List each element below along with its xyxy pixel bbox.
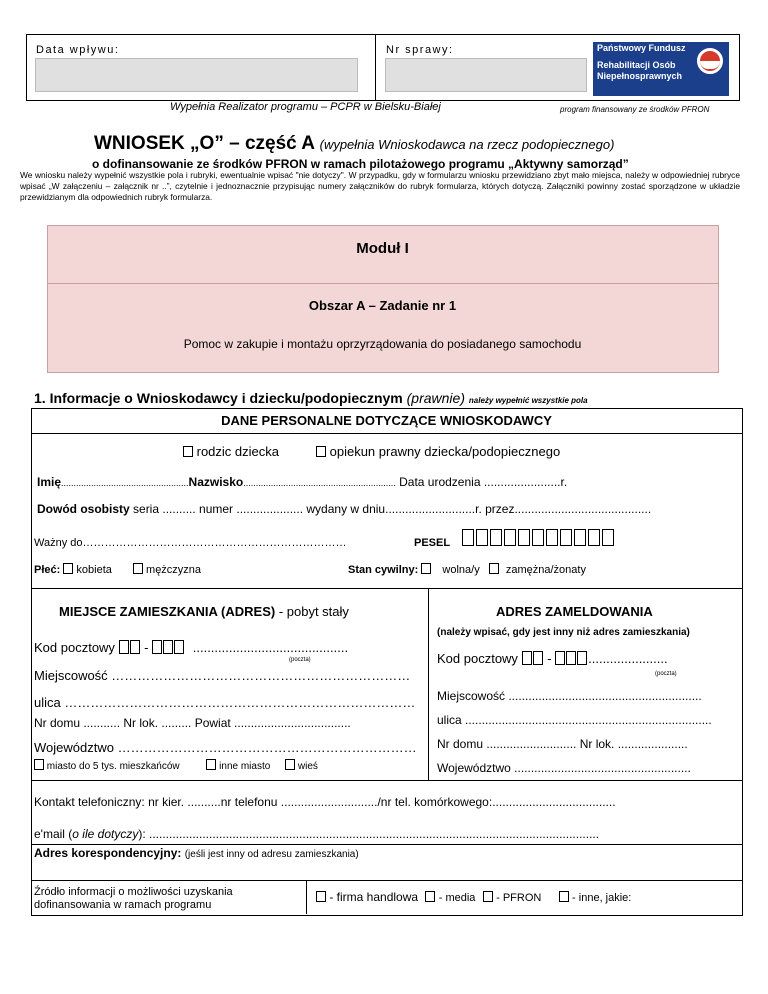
data-wplywu-field[interactable] [35,58,358,92]
koresp-row[interactable]: Adres korespondencyjny: (jeśli jest inny od adresu zamieszkania) [34,846,359,860]
checkbox-icon [483,891,493,902]
table-title: DANE PERSONALNE DOTYCZĄCE WNIOSKODAWCY [221,413,552,428]
module-title: Moduł I [356,240,409,257]
data-wplywu-label: Data wpływu: [36,44,120,56]
checkbox-icon [316,446,326,457]
phone-row[interactable]: Kontakt telefoniczny: nr kier. ..........nr telefonu ............................./nr tel. komórkowego:..................................... [34,795,616,809]
kod-pocztowy-right[interactable]: Kod pocztowy - ...................... [437,651,668,666]
source-options[interactable]: - firma handlowa - media - PFRON - inne, jakie: [316,890,631,904]
checkbox-icon [489,563,499,574]
section-heading: 1. Informacje o Wnioskodawcy i dziecku/podopiecznym (prawnie) należy wypełnić wszystkie pola [34,390,588,406]
stan-row[interactable]: Stan cywilny: wolna/y zamężna/żonaty [348,564,586,576]
page-subtitle: o dofinansowanie ze środków PFRON w ramach pilotażowego programu „Aktywny samorząd” [92,157,629,171]
pesel-boxes[interactable] [462,529,616,546]
email-row[interactable]: e'mail (o ile dotyczy): ....................................................................................................................................... [34,827,600,841]
nr-domu-left[interactable]: Nr domu ........... Nr lok. ......... Powiat ................................... [34,716,351,730]
locality-type[interactable]: miasto do 5 tys. mieszkańców inne miasto wieś [34,759,318,772]
nr-domu-right[interactable]: Nr domu ........................... Nr lok. ..................... [437,737,688,751]
pesel-label: PESEL [414,537,451,549]
nr-sprawy-field[interactable] [385,58,587,92]
kod-pocztowy-left[interactable]: Kod pocztowy - ........................................... [34,640,349,655]
miejscowosc-left[interactable]: Miejscowość …………………………………………………………… [34,668,411,683]
checkbox-icon [206,759,216,770]
id-row[interactable]: Dowód osobisty seria .......... numer .................... wydany w dniu...........................r. przez......................................... [37,502,652,516]
task-title: Pomoc w zakupie i montażu oprzyrządowania do posiadanego samochodu [183,337,582,351]
checkbox-icon [421,563,431,574]
page-title: WNIOSEK „O” – część A (wypełnia Wnioskodawca na rzecz podopiecznego) [94,133,615,154]
instruction-note: We wniosku należy wypełnić wszystkie pola i rubryki, ewentualnie wpisać "nie dotyczy". W przypadku, gdy w formularzu wniosku przewidziano zbyt mało miejsca, należy w odpowiedniej rubryce wpisać „W załączeniu – załącznik nr ..”, czytelnie i jednoznacznie przypisując numery załączników do rubryk formularza, których dotyczą. Załączniki powinny zostać sporządzone w układzie przewidzianym dla odpowiednich rubryk formularza. [20,170,740,202]
checkbox-icon [34,759,44,770]
pfron-logo: Państwowy Fundusz Rehabilitacji Osób Niepełnosprawnych [593,42,729,96]
checkbox-icon [183,446,193,457]
checkbox-icon [316,891,326,902]
checkbox-icon [63,563,73,574]
miejscowosc-right[interactable]: Miejscowość .......................................................... [437,689,702,703]
opt-guardian[interactable]: opiekun prawny dziecka/podopiecznego [316,444,560,459]
checkbox-icon [425,891,435,902]
wojewodztwo-right[interactable]: Województwo ..................................................... [437,761,691,775]
area-title: Obszar A – Zadanie nr 1 [308,298,457,313]
poczta-right: (poczta) [655,671,677,677]
checkbox-icon [559,891,569,902]
realizator-note: Wypełnia Realizator programu – PCPR w Bielsku-Białej [170,101,441,113]
wojewodztwo-left[interactable]: Województwo …………………………………………………………… [34,740,417,755]
poczta-left: (poczta) [289,657,311,663]
opt-parent[interactable]: rodzic dziecka [183,444,279,459]
checkbox-icon [285,759,295,770]
plec-row[interactable]: Płeć: kobieta mężczyzna [34,564,202,576]
nr-sprawy-label: Nr sprawy: [386,44,454,56]
wazny-do[interactable]: Ważny do……………………………………………………………… [34,537,347,549]
address-left-title: MIEJSCE ZAMIESZKANIA (ADRES) - pobyt stały [59,604,349,619]
source-label: Źródło informacji o możliwości uzyskania dofinansowania w ramach programu [34,886,233,911]
program-note: program finansowany ze środków PFRON [560,105,710,114]
name-row[interactable]: Imię...................................................Nazwisko............................................................. Data urodzenia .......................r. [37,475,568,489]
ulica-right[interactable]: ulica .......................................................................... [437,713,712,727]
address-right-title: ADRES ZAMELDOWANIA [496,604,653,619]
address-right-note: (należy wpisać, gdy jest inny niż adres zamieszkania) [437,627,690,638]
ulica-left[interactable]: ulica ……………………………………………………………………… [34,695,416,710]
checkbox-icon [133,563,143,574]
divider [375,34,376,100]
